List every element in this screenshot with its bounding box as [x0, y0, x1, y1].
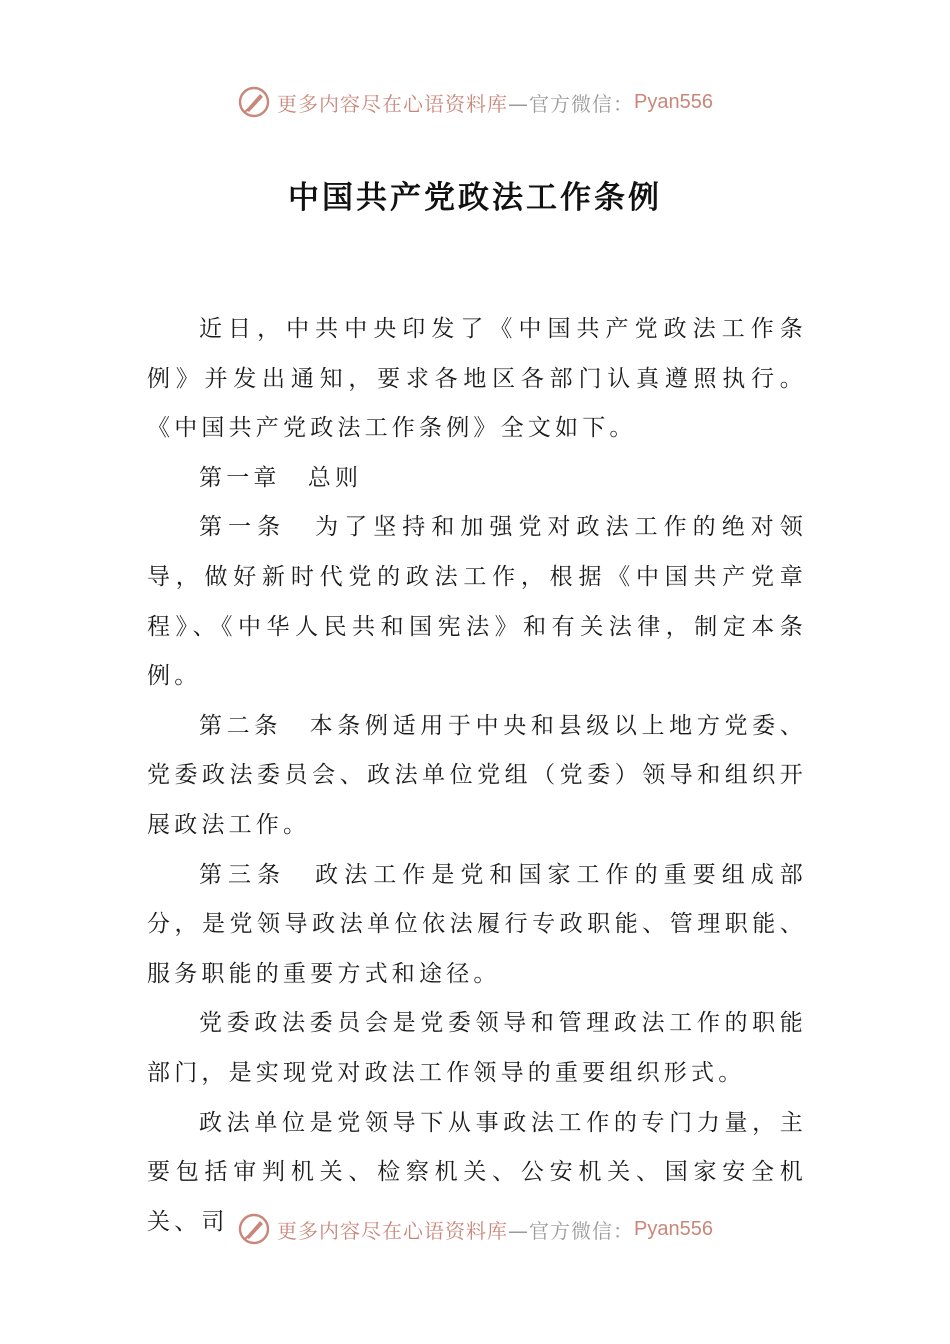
pen-logo-icon [237, 85, 271, 119]
watermark-official: —官方微信： [508, 91, 635, 116]
header-watermark [0, 82, 950, 122]
chapter-heading: 第一章 总则 [199, 464, 363, 491]
watermark-wechat-id: Pyan556 [634, 90, 713, 113]
document-title: 中国共产党政法工作条例 [288, 180, 662, 216]
article-3-paragraph-3: 政法单位是党领导下从事政法工作的专门力量，主要包括审判机关、检察机关、公安机关、国家安全机关、司 [147, 1109, 807, 1235]
footer-watermark [0, 1209, 950, 1249]
watermark-official: —官方微信： [508, 1218, 635, 1243]
pen-logo-icon [237, 1212, 271, 1246]
article-3-paragraph-2: 党委政法委员会是党委领导和管理政法工作的职能部门，是实现党对政法工作领导的重要组织形式。 [147, 1010, 807, 1086]
article-3: 第三条 政法工作是党和国家工作的重要组成部分，是党领导政法单位依法履行专政职能、管理职能、服务职能的重要方式和途径。 [147, 861, 807, 987]
watermark-brand: 更多内容尽在心语资料库 [277, 91, 509, 116]
document-body [147, 305, 807, 1247]
watermark-wechat-id: Pyan556 [634, 1217, 713, 1240]
article-2: 第二条 本条例适用于中央和县级以上地方党委、党委政法委员会、政法单位党组（党委）领导和组织开展政法工作。 [147, 712, 807, 838]
paragraph-intro: 近日，中共中央印发了《中国共产党政法工作条例》并发出通知，要求各地区各部门认真遵照执行。《中国共产党政法工作条例》全文如下。 [147, 316, 807, 442]
watermark-brand: 更多内容尽在心语资料库 [277, 1218, 509, 1243]
article-1: 第一条 为了坚持和加强党对政法工作的绝对领导，做好新时代党的政法工作，根据《中国共产党章程》、《中华人民共和国宪法》和有关法律，制定本条例。 [147, 514, 807, 690]
